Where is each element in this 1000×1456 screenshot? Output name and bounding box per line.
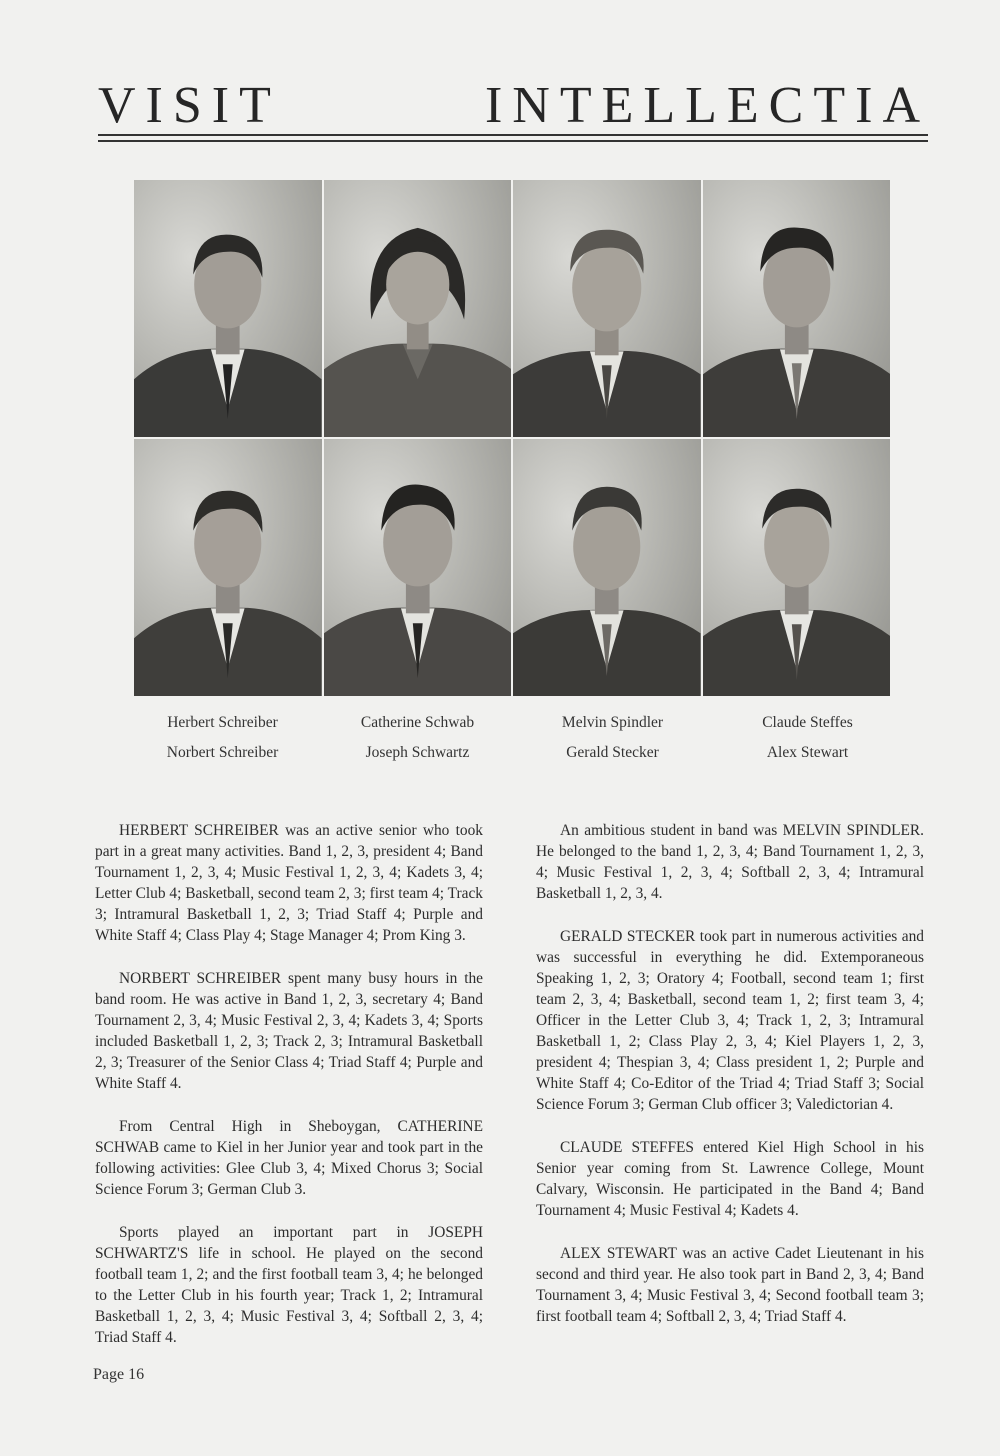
portrait-catherine-schwab [324,180,512,437]
bio-norbert-schreiber: NORBERT SCHREIBER spent many busy hours in the band room. He was active in Band 1, 2, 3, secretary 4; Band Tournament 2, 3, 4; Music Festival 2, 3, 4; Kadets 3, 4; Sports included Basketball 1, 2, 3; Track 2, 3; Intramural Basketball 2, 3; Treasurer of the Senior Class 4; Triad Staff 4; Purple and White Staff 4. [95,970,483,1092]
portrait-photo-8 [703,439,891,696]
caption-claude-steffes: Claude Steffes [762,714,853,731]
bio-claude-steffes: CLAUDE STEFFES entered Kiel High School in his Senior year coming from St. Lawrence College, Mount Calvary, Wisconsin. He participated in the Band 4; Band Tournament 4; Music Festival 4; Kadets 4. [536,1139,924,1219]
portrait-captions [125,712,905,764]
page-number: Page 16 [93,1366,145,1383]
caption-norbert-schreiber: Norbert Schreiber [166,744,279,761]
portrait-herbert-schreiber [134,180,322,437]
portrait-grid [134,180,890,696]
bio-catherine-schwab: From Central High in Sheboygan, CATHERINE SCHWAB came to Kiel in her Junior year and took part in the following activities: Glee Club 3, 4; Mixed Chorus 3; Social Science Forum 3; German Club 3. [95,1118,483,1198]
portrait-photo-4 [703,180,891,437]
caption-melvin-spindler: Melvin Spindler [561,714,664,731]
caption-alex-stewart: Alex Stewart [766,744,849,761]
caption-joseph-schwartz: Joseph Schwartz [365,744,470,761]
bio-herbert-schreiber: HERBERT SCHREIBER was an active senior who took part in a great many activities. Band 1, 2, 3, president 4; Band Tournament 1, 2, 3, 4; Music Festival 1, 2, 3, 4; Kadets 3, 4; Letter Club 4; Basketball, second team 2, 3; first team 4; Track 3; Intramural Basketball 1, 2, 3; Triad Staff 4; Purple and White Staff 4; Class Play 4; Stage Manager 4; Prom King 3. [95,822,483,944]
portrait-alex-stewart [703,439,891,696]
portrait-melvin-spindler [513,180,701,437]
caption-catherine-schwab: Catherine Schwab [360,714,475,731]
title-rule-top [98,134,928,136]
portrait-photo-1 [134,180,322,437]
portrait-photo-6 [324,439,512,696]
portrait-norbert-schreiber [134,439,322,696]
portrait-photo-5 [134,439,322,696]
portrait-photo-2 [324,180,512,437]
title-rule-bottom [98,140,928,142]
portrait-claude-steffes [703,180,891,437]
portrait-joseph-schwartz [324,439,512,696]
portrait-gerald-stecker [513,439,701,696]
left-text-column [95,820,483,1370]
bio-melvin-spindler: An ambitious student in band was MELVIN SPINDLER. He belonged to the band 1, 2, 3, 4; Band Tournament 1, 2, 3, 4; Music Festival 1, 2, 3, 4; Softball 2, 3, 4; Intramural Basketball 1, 2, 3, 4. [536,822,924,902]
bio-gerald-stecker: GERALD STECKER took part in numerous activities and was successful in everything he did. Extemporaneous Speaking 1, 2, 3; Oratory 4; Football, second team 1; first team 2, 3, 4; Basketball, second team 1, 2; first team 3, 4; Officer in the Letter Club 3, 4; Track 1, 2, 3; Intramural Basketball 1, 2; Class Play 2, 3, 4; Kiel Players 1, 2, 3, president 4; Thespian 3, 4; Class president 1, 2; Purple and White Staff 4; Co-Editor of the Triad 4; Triad Staff 3; Social Science Forum 3; German Club officer 3; Valedictorian 4. [536,928,924,1113]
bio-joseph-schwartz: Sports played an important part in JOSEPH SCHWARTZ'S life in school. He played on the second football team 1, 2; and the first football team 3, 4; he belonged to the Letter Club in his fourth year; Track 1, 2; Intramural Basketball 1, 2, 3, 4; Music Festival 3, 4; Softball 2, 3, 4; Triad Staff 4. [95,1224,483,1346]
caption-herbert-schreiber: Herbert Schreiber [167,714,278,731]
bio-alex-stewart: ALEX STEWART was an active Cadet Lieutenant in his second and third year. He also took part in Band 2, 3, 4; Band Tournament 3, 4; Music Festival 3, 4; Second football team 3; first football team 4; Softball 2, 3, 4; Triad Staff 4. [536,1245,924,1325]
page-title: VISIT INTELLECTIA [98,77,930,134]
right-text-column [536,820,924,1349]
portrait-photo-3 [513,180,701,437]
caption-gerald-stecker: Gerald Stecker [566,744,659,761]
portrait-photo-7 [513,439,701,696]
